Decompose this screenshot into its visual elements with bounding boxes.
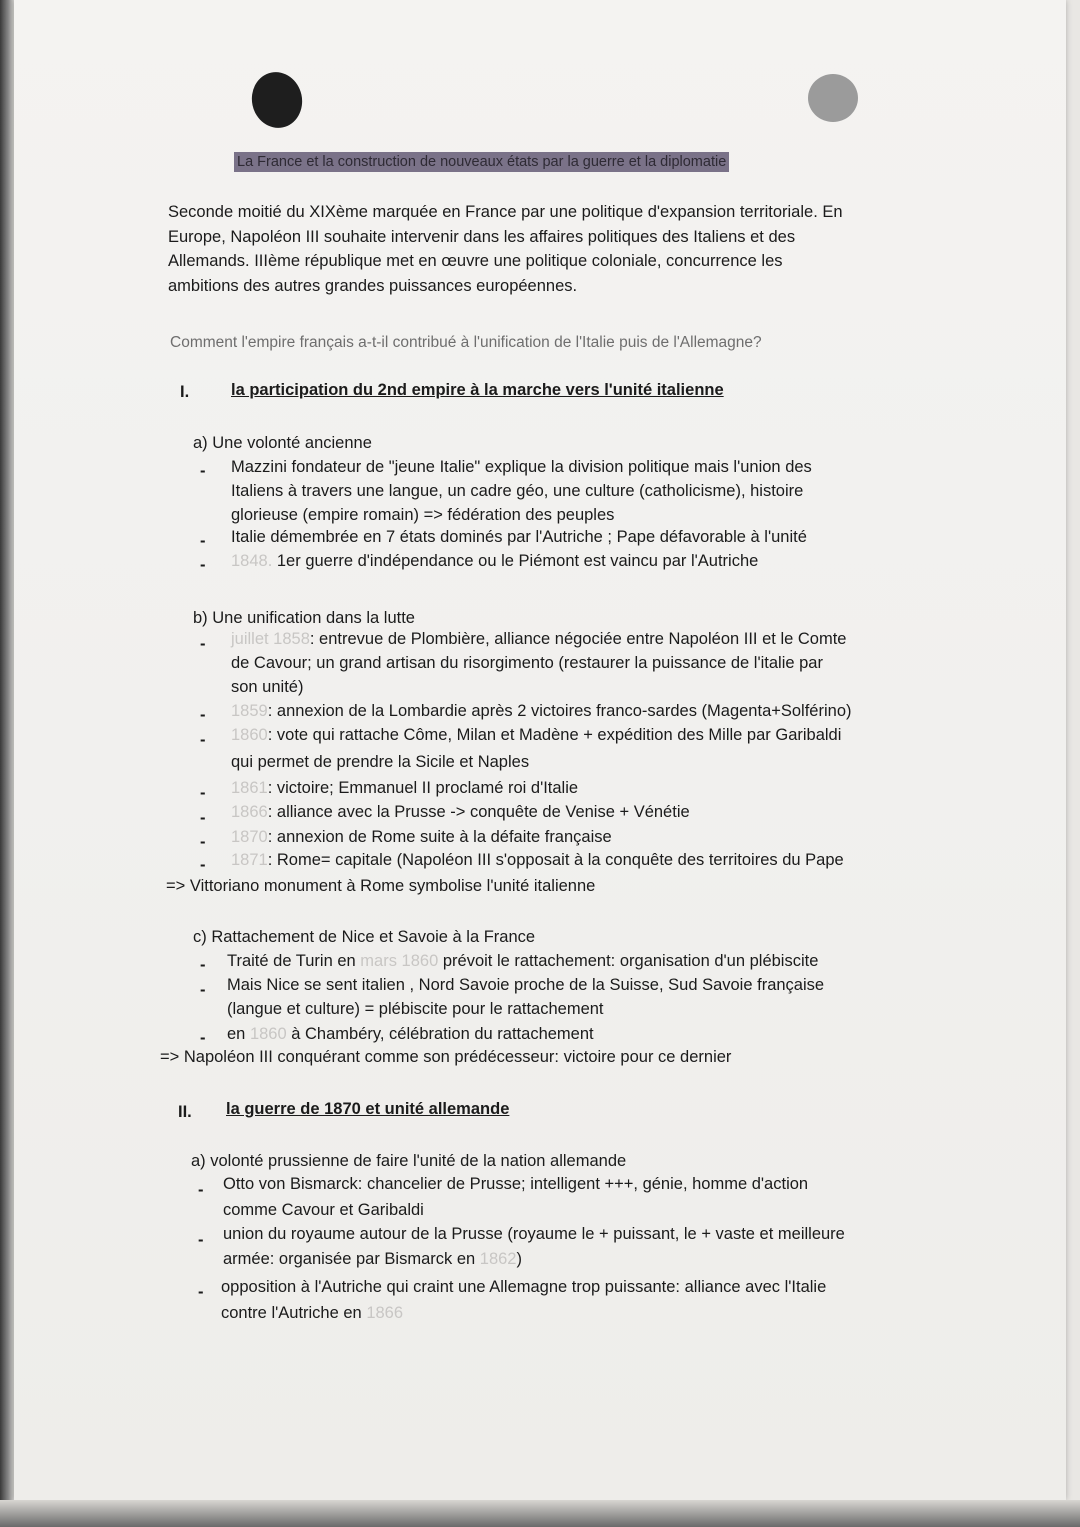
list-item: Otto von Bismarck: chancelier de Prusse; intelligent +++, génie, homme d'action [223,1175,809,1193]
list-item: Traité de Turin en mars 1860 prévoit le rattachement: organisation d'un plébiscite [227,952,819,970]
list-item: opposition à l'Autriche qui craint une Allemagne trop puissante: alliance avec l'Italie [221,1278,827,1296]
date: 1866 [231,803,268,821]
list-item: 1866: alliance avec la Prusse -> conquête de Venise + Vénétie [231,803,690,821]
date: 1860 [231,726,268,744]
problem-question: Comment l'empire français a-t-il contribué à l'unification de l'Italie puis de l'Allemagne? [170,334,762,351]
list-item-cont: (langue et culture) = plébiscite pour le rattachement [227,1000,604,1018]
bullet-dash: - [200,556,206,574]
bullet-dash: - [200,1029,206,1047]
list-item-cont: comme Cavour et Garibaldi [223,1201,424,1219]
subsection-2a-title: a) volonté prussienne de faire l'unité de la nation allemande [191,1152,627,1170]
list-item: Mazzini fondateur de "jeune Italie" explique la division politique mais l'union des [231,458,812,476]
section-2-heading: la guerre de 1870 et unité allemande [226,1100,510,1118]
bullet-dash: - [200,706,206,724]
subsection-1c-title: c) Rattachement de Nice et Savoie à la France [193,928,536,946]
date: 1862 [479,1250,517,1268]
subsection-1a-title: a) Une volonté ancienne [193,434,372,452]
list-item: Mais Nice se sent italien , Nord Savoie proche de la Suisse, Sud Savoie française [227,976,825,994]
bullet-dash: - [198,1283,204,1301]
section-1-numeral: I. [180,383,190,401]
list-item-cont: Italiens à travers une langue, un cadre géo, une culture (catholicisme), histoire [231,482,804,500]
section-2-numeral: II. [178,1103,192,1121]
bullet-dash: - [200,784,206,802]
bullet-dash: - [200,532,206,550]
list-item-cont: son unité) [231,678,304,696]
bullet-dash: - [200,731,206,749]
list-item: juillet 1858: entrevue de Plombière, alliance négociée entre Napoléon III et le Comte [231,630,847,648]
list-item: Italie démembrée en 7 états dominés par l'Autriche ; Pape défavorable à l'unité [231,528,807,546]
bullet-dash: - [200,809,206,827]
bullet-dash: - [200,462,206,480]
scan-bottom-edge [0,1500,1080,1527]
list-item: 1859: annexion de la Lombardie après 2 victoires franco-sardes (Magenta+Solférino) [231,702,852,720]
bullet-dash: - [200,981,206,999]
list-item-cont: de Cavour; un grand artisan du risorgimento (restaurer la puissance de l'italie par [231,654,823,672]
punch-hole-right [808,74,858,122]
date: mars 1860 [360,952,439,970]
date: 1848. [231,552,273,570]
list-item: 1861: victoire; Emmanuel II proclamé roi d'Italie [231,779,579,797]
bullet-dash: - [200,635,206,653]
list-item: 1860: vote qui rattache Côme, Milan et Madène + expédition des Mille par Garibaldi [231,726,842,744]
list-item: 1870: annexion de Rome suite à la défaite française [231,828,612,846]
bullet-dash: - [198,1231,204,1249]
list-item-cont: armée: organisée par Bismarck en 1862) [223,1250,522,1268]
date: 1860 [249,1025,287,1043]
list-item: en 1860 à Chambéry, célébration du rattachement [227,1025,594,1043]
date: 1859 [231,702,268,720]
section-1-heading: la participation du 2nd empire à la marche vers l'unité italienne [231,381,724,399]
scan-left-edge [0,0,14,1527]
date: 1866 [366,1304,404,1322]
list-item: 1871: Rome= capitale (Napoléon III s'opposait à la conquête des territoires du Pape [231,851,844,869]
date: juillet 1858 [231,630,310,648]
bullet-dash: - [200,856,206,874]
bullet-dash: - [198,1181,204,1199]
conclusion-arrow: => Vittoriano monument à Rome symbolise l'unité italienne [166,877,596,895]
list-item-cont: qui permet de prendre la Sicile et Naples [231,753,530,771]
date: 1870 [231,828,268,846]
bullet-dash: - [200,956,206,974]
list-item: union du royaume autour de la Prusse (royaume le + puissant, le + vaste et meilleure [223,1225,845,1243]
document-title: La France et la construction de nouveaux états par la guerre et la diplomatie [234,152,729,172]
list-item-cont: contre l'Autriche en 1866 [221,1304,404,1322]
list-item-cont: glorieuse (empire romain) => fédération des peuples [231,506,615,524]
date: 1861 [231,779,268,797]
conclusion-arrow: => Napoléon III conquérant comme son prédécesseur: victoire pour ce dernier [160,1048,732,1066]
intro-paragraph: Seconde moitié du XIXème marquée en France par une politique d'expansion territoriale. En Europe, Napoléon III souhaite intervenir dans les affaires politiques des Italiens et des Allemands. IIIème république met en œuvre une politique coloniale, concurrence les ambitions des autres grandes puissances européennes. [168,203,843,295]
date: 1871 [231,851,268,869]
list-item: 1848. 1er guerre d'indépendance ou le Piémont est vaincu par l'Autriche [231,552,759,570]
subsection-1b-title: b) Une unification dans la lutte [193,609,415,627]
bullet-dash: - [200,833,206,851]
